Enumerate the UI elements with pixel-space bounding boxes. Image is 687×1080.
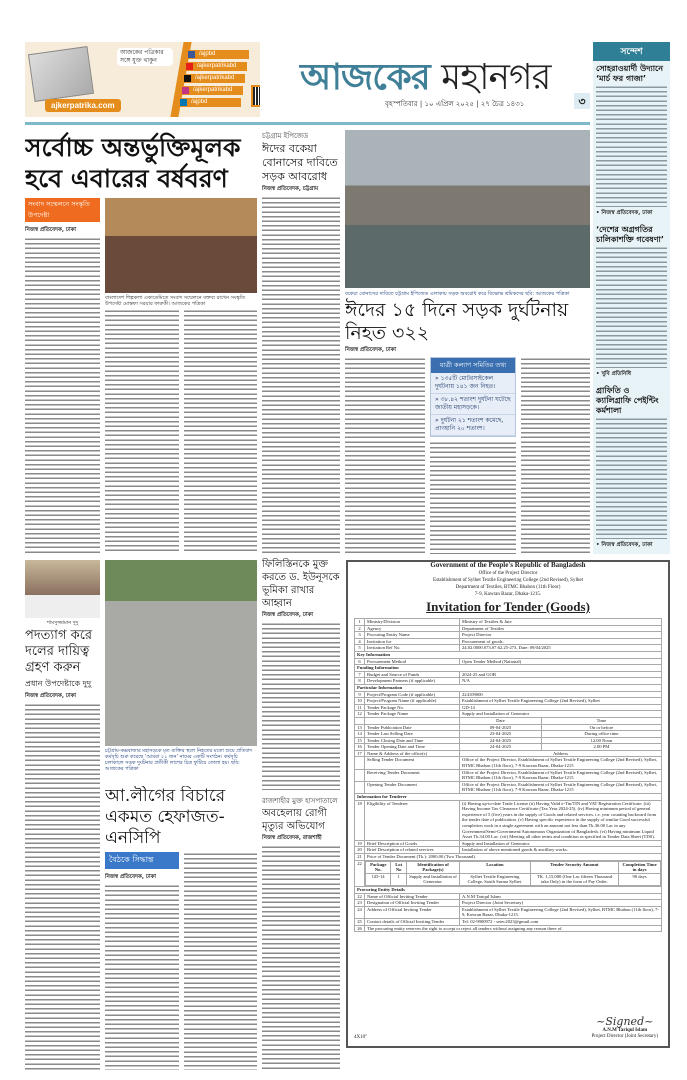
package-cell: Package No. <box>366 861 391 873</box>
tender-cell: 23-04-2025 <box>460 731 542 738</box>
ctg-story <box>262 130 340 554</box>
ctg-photo-caption <box>345 291 590 297</box>
tender-row <box>355 632 662 639</box>
tender-cell: Name of Official Inviting Tender <box>365 893 460 900</box>
tender-cell: 23 <box>355 900 365 907</box>
tender-row <box>355 757 662 769</box>
bnp-body <box>25 703 100 1070</box>
tender-row <box>355 671 662 678</box>
sidebar-item-body <box>596 417 667 539</box>
tender-cell: During office time <box>541 731 661 738</box>
signature-scribble: ~Signed~ <box>596 1015 654 1028</box>
rajshahi-story <box>262 795 340 1070</box>
road-photo-caption <box>105 748 257 772</box>
tender-header-line: Establishment of Sylhet Textile Engineering College (2nd Revised), Sylhet <box>433 578 583 583</box>
tender-cell: Procurement Method <box>365 658 460 665</box>
tender-cell: Tender Package Name <box>365 711 460 718</box>
tender-cell <box>355 757 365 769</box>
tender-cell: Budget and Source of Funds <box>365 671 460 678</box>
tender-cell: Tender Opening Date and Time <box>365 744 460 751</box>
tender-cell: Tender Closing Date and Time <box>365 737 460 744</box>
road-protest-photo <box>105 560 257 746</box>
tender-cell: 5 <box>355 645 365 652</box>
social-link[interactable] <box>181 86 243 95</box>
tender-cell: (i) Having up-to-date Trade License (ii) Having Valid e-Tin/TIN and VAT Registration Certificate. (iii) Having Income Tax Clearance Certificate (Tax Year 2024-25). (iv) Having minimum period of general experience of 5 (five) years in the supply of Goods and related services. i.e. year counting backward from the tender date of publication. (v) Having specific experience in the supply of similar Good successful completion work in a single agreement with an amount not less than Tk.36.00 Lac in any Government/Semi-Government/Autonomous Organization of Bangladesh. (vi) Having minimum Liquid Asset Tk.34.00 Lac. (vii) Meeting all other terms and condition as specified in Tender Data Sheet (TDS). <box>460 800 662 840</box>
tender-cell: 8 <box>355 678 365 685</box>
ctg-byline: নিজস্ব প্রতিবেদক, চট্টগ্রাম <box>262 186 319 192</box>
tender-cell: Office of the Project Director, Establishment of Sylhet Textile Engineering College (2nd Revised), Sylhet, BTMC Bhabon (11th floor), 7-9 Kawran Bazar, Dhaka-1215 <box>460 757 662 769</box>
package-cell: Identification of Package(s) <box>406 861 459 873</box>
tender-row <box>355 893 662 900</box>
social-handle: /ajpbd <box>199 51 216 57</box>
tender-title: Invitation for Tender (Goods) <box>426 599 590 614</box>
tender-row <box>355 711 662 718</box>
rajshahi-byline: নিজস্ব প্রতিবেদক, রাজশাহী <box>262 835 322 841</box>
tender-cell: 21 <box>355 853 365 860</box>
sidebar-item-body <box>596 246 667 368</box>
lead-photo-caption <box>105 295 257 307</box>
tender-cell: Procuring Entity Name <box>365 632 460 639</box>
tender-cell: Contact details of Official Inviting Tender <box>365 918 460 925</box>
palestine-byline: নিজস্ব প্রতিবেদক, ঢাকা <box>262 612 314 618</box>
tender-cell: Ministry of Textiles & Jute <box>460 619 662 626</box>
tender-notice <box>346 560 670 1048</box>
package-cell: Location <box>460 861 531 873</box>
newspaper-stack-image <box>28 46 94 102</box>
tender-cell: 1 <box>355 619 365 626</box>
tender-row <box>355 769 662 781</box>
tender-cell: Tel: 02-9900972 - setec2023@gmail.com <box>460 918 662 925</box>
tender-cell: Establishment of Sylhet Textile Engineering College (2nd Revised), Sylhet <box>460 698 662 705</box>
tender-cell: Supply and Installation of Generator <box>460 711 662 718</box>
qr-code-icon[interactable] <box>251 85 260 107</box>
tender-cell: Tender Publication Date <box>365 724 460 731</box>
tender-row <box>355 800 662 840</box>
tender-cell: Department of Textiles <box>460 625 662 632</box>
sidebar-item-title[interactable]: গ্রাফিতি ও ক্যালিগ্রাফি পেইন্টিং কর্মশালা <box>596 386 659 415</box>
lead-photo-press-conference <box>105 198 257 293</box>
tender-footer <box>348 1011 668 1046</box>
photo-credit: ছবি: আজকের পত্রিকা <box>105 760 240 772</box>
social-handle: /ajkerpatrikabd <box>197 63 237 69</box>
tender-row <box>355 731 662 738</box>
ctg-headline[interactable]: ঈদের বকেয়া বোনাসের দাবিতে সড়ক আবরোধ <box>262 142 338 183</box>
tender-row <box>355 651 662 658</box>
package-table-cell <box>365 860 662 886</box>
tender-cell <box>355 781 365 793</box>
logo-part-b: মহানগর <box>441 57 551 98</box>
tender-cell: Address of Official Inviting Tender <box>365 906 460 918</box>
tender-cell: 19 <box>355 840 365 847</box>
tender-cell: Invitation for <box>365 638 460 645</box>
sidebar-item-body <box>596 85 667 207</box>
tender-cell: Designation of Official Inviting Tender <box>365 900 460 907</box>
tender-cell: 22 <box>355 860 365 886</box>
accident-body <box>345 357 425 554</box>
bnp-subhead: প্রধান উপদেষ্টাকে দুদু <box>25 679 92 688</box>
tender-cell <box>365 717 460 724</box>
tender-cell: Selling Tender Document <box>365 757 460 769</box>
tender-cell: Procuring Entity Details <box>355 886 662 893</box>
tender-cell: 3 <box>355 632 365 639</box>
package-cell: Sylhet Textile Engineering College, South Surma Sylhet. <box>460 873 531 885</box>
tender-cell: Installation of above mentioned goods & ancillary works. <box>460 847 662 854</box>
tender-row <box>355 698 662 705</box>
lead-column <box>105 194 257 554</box>
tender-cell: 10 <box>355 698 365 705</box>
accident-body <box>521 357 590 554</box>
rajshahi-body <box>262 845 340 1070</box>
tender-cell: Project/Program Name (if applicable) <box>365 698 460 705</box>
tender-cell: 16 <box>355 744 365 751</box>
sidebar-item-byline: • নিজস্ব প্রতিবেদক, ঢাকা <box>596 542 653 548</box>
bnp-byline: নিজস্ব প্রতিবেদক, ঢাকা <box>25 693 77 699</box>
lead-column <box>25 194 100 554</box>
tender-cell: The procuring entity reserves the right to accept or reject all tenders without assigning any reason there of. <box>365 925 662 932</box>
tender-cell: 2 <box>355 625 365 632</box>
social-handle: /ajpbd <box>191 99 208 105</box>
awami-body <box>184 852 258 1070</box>
awami-body <box>105 884 179 1070</box>
tender-header <box>348 562 668 598</box>
tender-cell: Office of the Project Director, Establishment of Sylhet Textile Engineering College (2nd Revised), Sylhet, BTMC Bhabon (11th floor), 7-9 Kawran Bazar, Dhaka-1215 <box>460 781 662 793</box>
masthead-divider <box>25 122 590 125</box>
tender-row <box>355 737 662 744</box>
tender-cell: Establishment of Sylhet Textile Engineering College (2nd Revised), Sylhet, BTMC Bhabon (11th floor), 7-9, Kawran Bazar, Dhaka-1215. <box>460 906 662 918</box>
ad-banner[interactable] <box>25 42 260 117</box>
accident-body <box>430 441 516 554</box>
tender-row <box>355 619 662 626</box>
tender-header-line: Department of Textiles, BTMC Bhabon (11th Floor) <box>455 585 561 590</box>
lead-label: সংবাদ সম্মেলনে সংস্কৃতি উপদেষ্টা <box>25 198 100 222</box>
tender-cell: 6 <box>355 658 365 665</box>
tender-row <box>355 840 662 847</box>
awami-column <box>105 852 179 1070</box>
accident-middle-column <box>430 357 516 554</box>
tender-cell: 24.02.0000.073.07.62.25-273, Date: 09/04/2025 <box>460 645 662 652</box>
lead-body <box>184 309 258 554</box>
tender-cell: 9 <box>355 691 365 698</box>
info-box-title: যাত্রী কল্যাণ সমিতির তথ্য <box>431 358 515 373</box>
tender-cell: 11 <box>355 704 365 711</box>
tender-cell: Development Partners (if applicable) <box>365 678 460 685</box>
package-cell: 1 <box>391 873 406 885</box>
tender-row <box>355 860 662 886</box>
info-box-item: » ১৩৫টি মোটরসাইকেল দুর্ঘটনায় ১৪১ জন নিহত। <box>431 373 515 394</box>
tender-cell: 26 <box>355 925 365 932</box>
tender-row <box>355 900 662 907</box>
tender-cell: 2.00 PM <box>541 744 661 751</box>
palestine-body <box>262 622 340 790</box>
lead-headline[interactable]: সর্বোচ্চ অন্তর্ভুক্তিমূলক হবে এবারের বর্ষবরণ <box>25 133 241 193</box>
tender-cell: GD-14 <box>460 704 662 711</box>
accident-headline[interactable]: ঈদের ১৫ দিনে সড়ক দুর্ঘটনায় নিহত ৩২২ <box>345 299 569 344</box>
package-table <box>365 861 661 886</box>
tender-row <box>355 906 662 918</box>
tender-row <box>355 744 662 751</box>
lead-body <box>105 309 179 554</box>
social-link[interactable] <box>183 74 245 83</box>
sidebar-item-byline: • নিজস্ব প্রতিবেদক, ঢাকা <box>596 210 653 216</box>
package-cell: TK. 1,15,000 (One Lac fifteen Thousand taka Only) in the form of Pay Order. <box>530 873 619 885</box>
page-number: ৩ <box>574 93 590 109</box>
tender-header-line: 7-9, Kawran Bazar, Dhaka-1215. <box>474 592 542 597</box>
palestine-headline[interactable]: ফিলিস্তিনকে মুক্ত করতে ড. ইউনূসকে ভূমিকা রাখার আহ্বান <box>262 559 340 609</box>
tender-cell: 12.00 Noon <box>541 737 661 744</box>
caption-text: চট্টগ্রাম-কক্সবাজার মহাসড়কে মৃত ব্যক্তির স্থলে নিহতের মতো শুয়ে প্রতিবাদ কর্মসূচি শুরু করেছে ‘আমরা ২১ জন’ নামের একটি সংগঠন। কর্মসূচি চলাকালে সড়ক দুর্ঘটনার প্রতীকী লাশের চিত্র ফুটিয়ে তোলা হয়। <box>105 748 253 766</box>
caption-text: বকেয়া বোনাসের দাবিতে চট্টগ্রাম ইপিজেড এলাকায় সড়ক অবরোধ করে বিক্ষোভ শ্রমিকদের <box>345 291 524 297</box>
signatory-name: A.N.M Tariqul Islam <box>602 1028 648 1033</box>
photo-credit: আজকের পত্রিকা <box>171 301 206 307</box>
awami-story <box>105 786 257 1070</box>
info-box-item: » ৩৮.৪২ শতাংশ দুর্ঘটনা ঘটেছে জাতীয় মহাসড়কে। <box>431 394 515 415</box>
info-box-item: » দুর্ঘটনা ২১ শতাংশ কমেছে, প্রাণহানি ২০ শতাংশ। <box>431 415 515 436</box>
tender-table <box>354 618 662 932</box>
tender-cell: Brief Description of Goods <box>365 840 460 847</box>
dateline: বৃহস্পতিবার | ১০ এপ্রিল ২০২৫ | ২৭ চৈত্র ১৪৩১ <box>385 100 525 108</box>
tender-gov-line: Government of the People's Republic of Bangladesh <box>430 561 586 569</box>
tender-cell: 20 <box>355 847 365 854</box>
tender-cell: Tender Last Selling Date <box>365 731 460 738</box>
awami-byline: নিজস্ব প্রতিবেদক, ঢাকা <box>105 874 157 880</box>
tender-cell: 17 <box>355 750 365 757</box>
social-handle: /ajkerpatrikabd <box>193 87 233 93</box>
tender-cell: Date <box>460 717 542 724</box>
tender-cell: 2024-25 and GOB <box>460 671 662 678</box>
signatory-title: Project Director (Joint Secretary) <box>591 1034 658 1039</box>
tender-cell: Agency <box>365 625 460 632</box>
tender-cell: Particular Information <box>355 684 662 691</box>
tender-cell: N/A <box>460 678 662 685</box>
tender-row <box>355 691 662 698</box>
tender-cell: 14 <box>355 731 365 738</box>
caption-text: বাংলাদেশ শিল্পকলা একাডেমিতে সংবাদ সম্মেলনে বক্তব্য রাখেন সংস্কৃতি উপদেষ্টা মোস্তফা সরয়ার ফারুকী। <box>105 295 245 307</box>
tender-row <box>355 645 662 652</box>
tender-cell: Project Director <box>460 632 662 639</box>
tender-cell: Invitation Ref No. <box>365 645 460 652</box>
tender-cell: 24-04-2025 <box>460 744 542 751</box>
tender-row <box>355 925 662 932</box>
signature-block <box>591 1015 658 1040</box>
tender-row <box>355 750 662 757</box>
lead-story <box>25 132 257 554</box>
ad-website-link[interactable]: ajkerpatrika.com <box>45 99 121 112</box>
tender-cell: Brief Description of related services <box>365 847 460 854</box>
package-cell: Tender Security Amount <box>530 861 619 873</box>
tender-cell: 18 <box>355 800 365 840</box>
portrait-photo <box>25 560 100 618</box>
instagram-icon <box>182 87 189 94</box>
package-cell: 90 days <box>619 873 661 885</box>
tender-cell: Price of Tender Document (Tk.): 2000.00 (Two Thousand). <box>365 853 662 860</box>
accident-story <box>345 289 590 554</box>
tender-cell: 7 <box>355 671 365 678</box>
tender-cell: Time <box>541 717 661 724</box>
tender-row <box>355 678 662 685</box>
lead-body <box>25 237 100 554</box>
photo-credit: ছবি: আজকের পত্রিকা <box>525 291 570 297</box>
tender-cell: Key Information <box>355 651 662 658</box>
bnp-story <box>25 560 100 1070</box>
awami-label: বৈঠকে সিদ্ধান্ত <box>105 852 179 869</box>
tender-cell: 15 <box>355 737 365 744</box>
package-cell: Completion Time in days <box>619 861 661 873</box>
tender-cell: Project Director (Joint Secretary) <box>460 900 662 907</box>
package-cell: Lot No <box>391 861 406 873</box>
tender-row <box>355 625 662 632</box>
rajshahi-headline[interactable]: অবহেলায় রোগী মৃত্যুর অভিযোগ <box>262 808 327 832</box>
tender-cell: Opening Tender Document <box>365 781 460 793</box>
tender-cell: Tender Package No. <box>365 704 460 711</box>
tender-row <box>355 638 662 645</box>
lead-byline: নিজস্ব প্রতিবেদক, ঢাকা <box>25 227 77 233</box>
tender-cell: Information for Tenderer <box>355 794 662 801</box>
tender-row <box>355 794 662 801</box>
tender-cell: 22 <box>355 893 365 900</box>
tender-cell: Eligibility of Tenderer <box>365 800 460 840</box>
social-link[interactable] <box>187 50 249 59</box>
palestine-story <box>262 558 340 790</box>
social-handle: /ajkerpatrikabd <box>195 75 235 81</box>
tender-row <box>355 847 662 854</box>
tender-cell: Funding Information <box>355 665 662 672</box>
package-cell: Supply and Installation of Generator. <box>406 873 459 885</box>
rajshahi-kicker: রাজশাহীর মুক্ত হাসপাতালে <box>262 797 338 805</box>
x-icon <box>184 75 191 82</box>
package-cell: GD-14 <box>366 873 391 885</box>
tender-cell <box>355 769 365 781</box>
tender-row <box>355 781 662 793</box>
ctg-body <box>262 196 340 554</box>
tender-header-line: Office of the Project Director <box>478 571 538 576</box>
tender-cell: A.N.M Tariqul Islam <box>460 893 662 900</box>
tender-cell: 24-04-2025 <box>460 737 542 744</box>
tender-cell: 13 <box>355 724 365 731</box>
tender-cell: 224109000 <box>460 691 662 698</box>
sidebar-item-title[interactable]: ‘দেশের অগ্রগতির চালিকাশক্তি গবেষণা’ <box>596 225 664 244</box>
tender-cell: 25 <box>355 918 365 925</box>
tender-cell <box>355 717 365 724</box>
tender-row <box>355 717 662 724</box>
tender-cell: 4 <box>355 638 365 645</box>
accident-info-box <box>430 357 516 437</box>
tender-cell: Open Tender Method (National) <box>460 658 662 665</box>
ad-tagline: আজকের পত্রিকার সঙ্গে যুক্ত থাকুন <box>117 48 173 66</box>
package-row <box>366 861 661 873</box>
road-photo-block <box>105 560 257 782</box>
portrait-caption: শামসুজ্জামান দুদু <box>46 620 79 626</box>
tender-row <box>355 684 662 691</box>
social-link[interactable] <box>179 98 241 107</box>
tender-row <box>355 665 662 672</box>
sidebar-news-brief <box>593 42 670 554</box>
tender-row <box>355 886 662 893</box>
facebook-icon <box>188 51 195 58</box>
package-row <box>366 873 661 885</box>
ad-size: 4X10" <box>354 1035 368 1040</box>
social-link[interactable] <box>185 62 247 71</box>
youtube-icon <box>186 63 193 70</box>
ctg-kicker: চট্টগ্রাম ইপিজেড <box>262 132 309 140</box>
tender-cell: Supply and Installation of Generator. <box>460 840 662 847</box>
tender-cell: Ministry/Division <box>365 619 460 626</box>
tender-cell: On or before <box>541 724 661 731</box>
bnp-headline[interactable]: পদত্যাগ করে দলের দায়িত্ব গ্রহণ করুন <box>25 628 93 675</box>
tender-cell: Receiving Tender Document <box>365 769 460 781</box>
tender-row <box>355 658 662 665</box>
tender-cell: Office of the Project Director, Establishment of Sylhet Textile Engineering College (2nd Revised), Sylhet, BTMC Bhabon (11th floor), 7-9 Kawran Bazar, Dhaka-1215 <box>460 769 662 781</box>
ctg-photo-road-blockade <box>345 130 590 288</box>
sidebar-item-title[interactable]: সোহরাওয়ার্দী উদ্যানে ‘মার্চ ফর গাজা’ <box>596 64 664 83</box>
tender-row <box>355 853 662 860</box>
tender-cell: 24 <box>355 906 365 918</box>
tender-cell: Procurement of goods. <box>460 638 662 645</box>
sidebar-item-byline: • খুবি প্রতিনিধি <box>596 371 631 377</box>
tender-row <box>355 724 662 731</box>
awami-headline[interactable]: আ.লীগের বিচারে একমত হেফাজত-এনসিপি <box>105 786 226 848</box>
tender-row <box>355 704 662 711</box>
accident-byline: নিজস্ব প্রতিবেদক, ঢাকা <box>345 347 397 353</box>
tender-cell: 12 <box>355 711 365 718</box>
sidebar-header: সন্দেশ <box>593 42 670 61</box>
tender-cell: Project/Program Code (if applicable) <box>365 691 460 698</box>
tender-row <box>355 918 662 925</box>
tender-cell: Name & Address of the office(s) <box>365 750 460 757</box>
tender-cell: Address <box>460 750 662 757</box>
logo-part-a: আজকের <box>300 57 430 98</box>
tender-cell: 09-04-2025 <box>460 724 542 731</box>
linkedin-icon <box>180 99 187 106</box>
